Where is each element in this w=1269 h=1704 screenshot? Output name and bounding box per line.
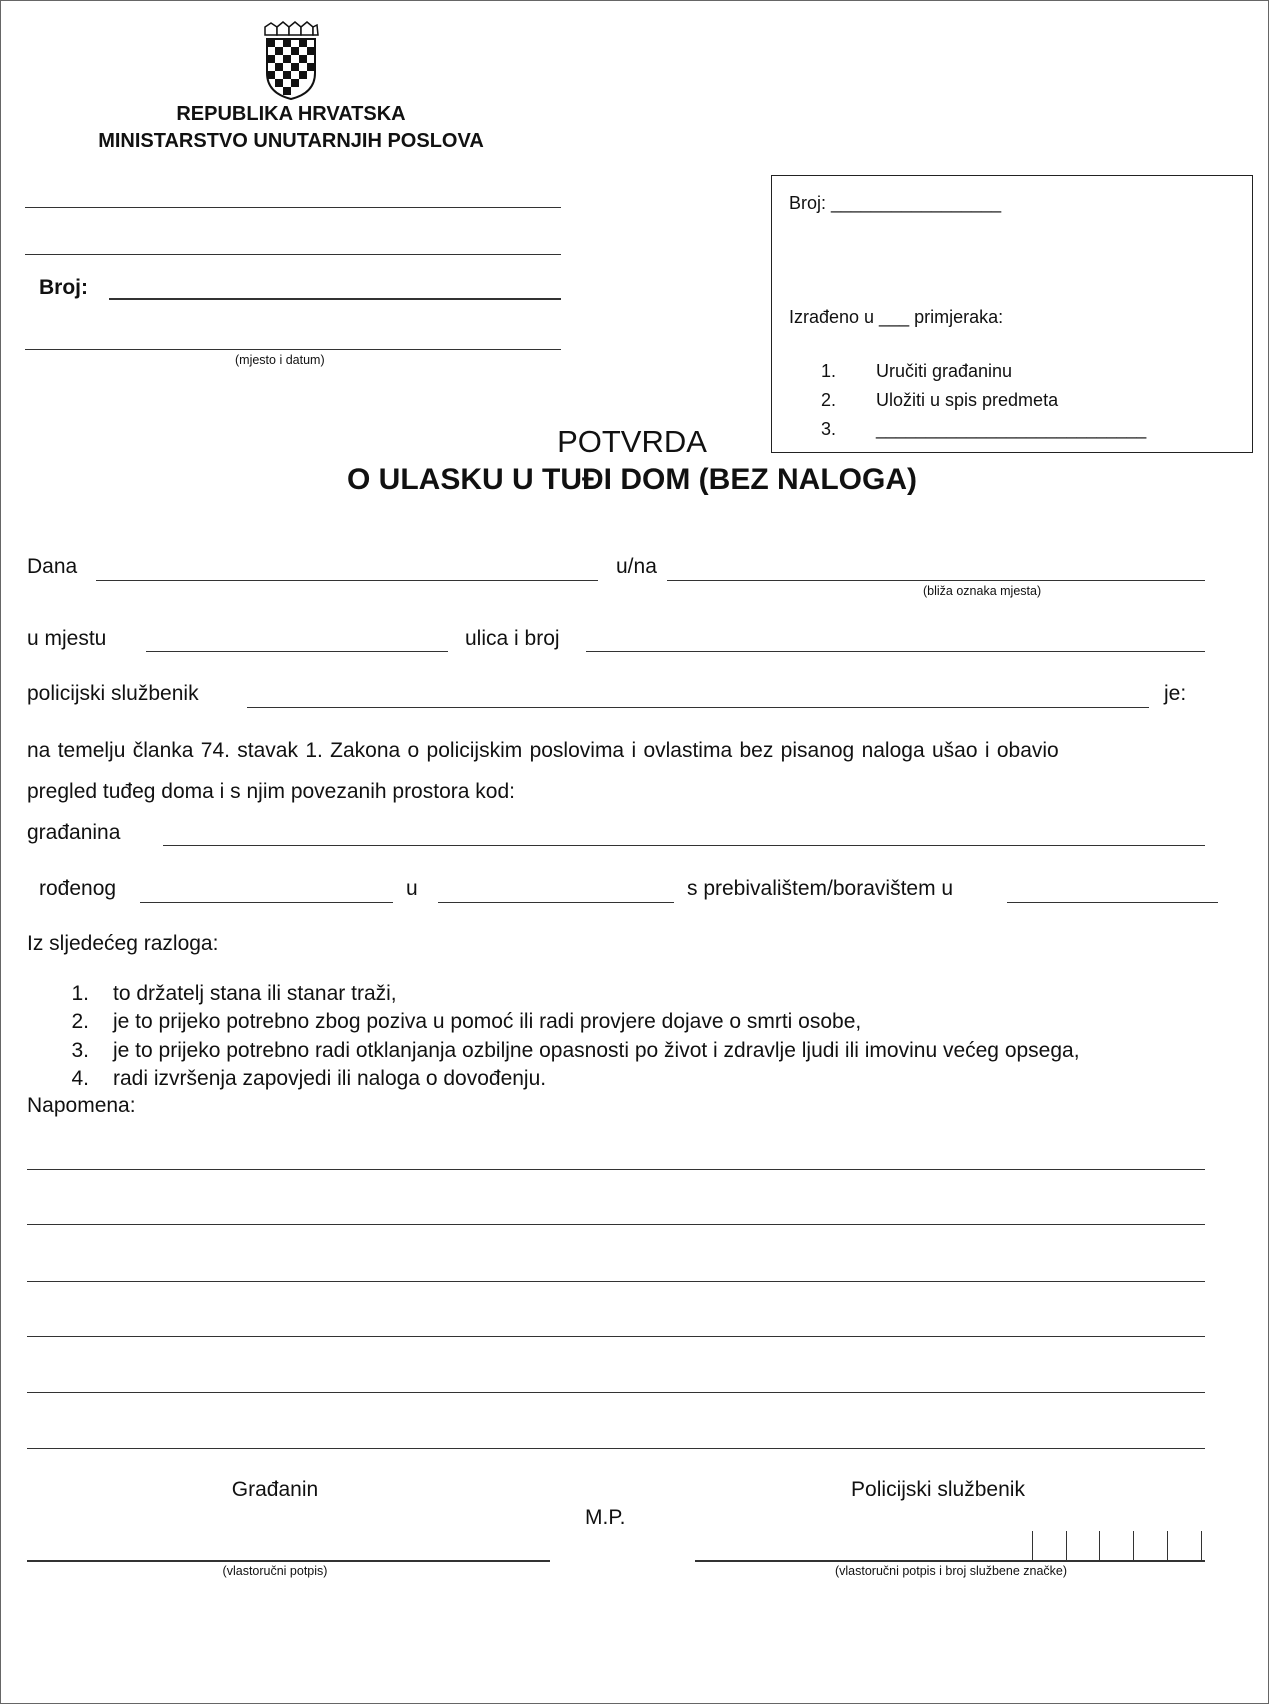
residence-label: s prebivalištem/boravištem u bbox=[687, 877, 954, 900]
note-line[interactable] bbox=[27, 1224, 1205, 1225]
reason-number: 4. bbox=[71, 1067, 89, 1090]
blank-line[interactable] bbox=[25, 254, 561, 255]
officer-signature-title: Policijski službenik bbox=[851, 1478, 1025, 1501]
citizen-signature-hint: (vlastoručni potpis) bbox=[222, 1564, 328, 1578]
box-broj: Broj: _________________ bbox=[789, 193, 1002, 213]
location-field[interactable] bbox=[667, 580, 1205, 581]
citizen-signature-title: Građanin bbox=[231, 1478, 319, 1501]
location-hint: (bliža oznaka mjesta) bbox=[923, 584, 1042, 598]
title-main: O ULASKU U TUĐI DOM (BEZ NALOGA) bbox=[347, 463, 917, 496]
place-date-field[interactable] bbox=[25, 349, 561, 350]
reason-item: je to prijeko potrebno zbog poziva u pomoć ili radi provjere dojave o smrti osobe, bbox=[113, 1010, 862, 1033]
reason-number: 3. bbox=[71, 1039, 89, 1062]
note-line[interactable] bbox=[27, 1392, 1205, 1393]
street-field[interactable] bbox=[586, 651, 1205, 652]
item-number: 2. bbox=[820, 390, 836, 410]
stamp-label: M.P. bbox=[585, 1506, 626, 1529]
reason-number: 2. bbox=[71, 1010, 89, 1033]
street-label: ulica i broj bbox=[465, 627, 560, 650]
officer-label: policijski službenik bbox=[27, 682, 199, 705]
item-number: 1. bbox=[820, 361, 836, 381]
officer-signature-field[interactable] bbox=[695, 1560, 1205, 1562]
reason-label: Iz sljedećeg razloga: bbox=[27, 932, 219, 955]
header-ministry: MINISTARSTVO UNUTARNJIH POSLOVA bbox=[98, 130, 484, 152]
note-line[interactable] bbox=[27, 1336, 1205, 1337]
reason-item: to držatelj stana ili stanar traži, bbox=[113, 982, 397, 1005]
reason-item: je to prijeko potrebno radi otklanjanja ozbiljne opasnosti po život i zdravlje ljudi ili imovinu većeg opsega, bbox=[113, 1039, 1080, 1062]
broj-label: Broj: bbox=[39, 276, 88, 299]
officer-field[interactable] bbox=[247, 707, 1149, 708]
item-number: 3. bbox=[820, 419, 836, 439]
una-label: u/na bbox=[616, 555, 657, 578]
mjesto-label: u mjestu bbox=[27, 627, 107, 650]
box-copies: Izrađeno u ___ primjeraka: bbox=[789, 307, 1004, 327]
copy-info-box bbox=[771, 175, 1253, 453]
copy-item: ___________________________ bbox=[876, 419, 1147, 439]
note-label: Napomena: bbox=[27, 1094, 136, 1117]
birth-in-label: u bbox=[406, 877, 418, 900]
residence-field[interactable] bbox=[1007, 902, 1218, 903]
citizen-label: građanina bbox=[27, 821, 121, 844]
officer-signature-hint: (vlastoručni potpis i broj službene značke) bbox=[834, 1564, 1068, 1578]
birth-date-field[interactable] bbox=[140, 902, 393, 903]
reason-item: radi izvršenja zapovjedi ili naloga o dovođenju. bbox=[113, 1067, 547, 1090]
legal-paragraph-line1: na temelju članka 74. stavak 1. Zakona o policijskim poslovima i ovlastima bez pisanog naloga ušao i obavio bbox=[27, 739, 1059, 762]
citizen-signature-field[interactable] bbox=[27, 1560, 550, 1562]
je-label: je: bbox=[1164, 682, 1187, 705]
blank-line[interactable] bbox=[25, 207, 561, 208]
dana-label: Dana bbox=[27, 555, 78, 578]
copy-item: Uručiti građaninu bbox=[876, 361, 1013, 381]
town-field[interactable] bbox=[146, 651, 448, 652]
note-line[interactable] bbox=[27, 1448, 1205, 1449]
citizen-field[interactable] bbox=[163, 845, 1205, 846]
note-line[interactable] bbox=[27, 1281, 1205, 1282]
legal-paragraph-line2: pregled tuđeg doma i s njim povezanih prostora kod: bbox=[27, 780, 515, 803]
note-line[interactable] bbox=[27, 1169, 1205, 1170]
reason-number: 1. bbox=[71, 982, 89, 1005]
header-country: REPUBLIKA HRVATSKA bbox=[176, 103, 406, 125]
copy-item: Uložiti u spis predmeta bbox=[876, 390, 1059, 410]
coat-of-arms-logo bbox=[261, 21, 321, 101]
born-label: rođenog bbox=[39, 877, 117, 900]
birthplace-field[interactable] bbox=[438, 902, 674, 903]
broj-field[interactable] bbox=[109, 298, 561, 300]
place-date-hint: (mjesto i datum) bbox=[235, 353, 325, 367]
date-field[interactable] bbox=[96, 580, 598, 581]
title-potvrda: POTVRDA bbox=[557, 424, 707, 459]
